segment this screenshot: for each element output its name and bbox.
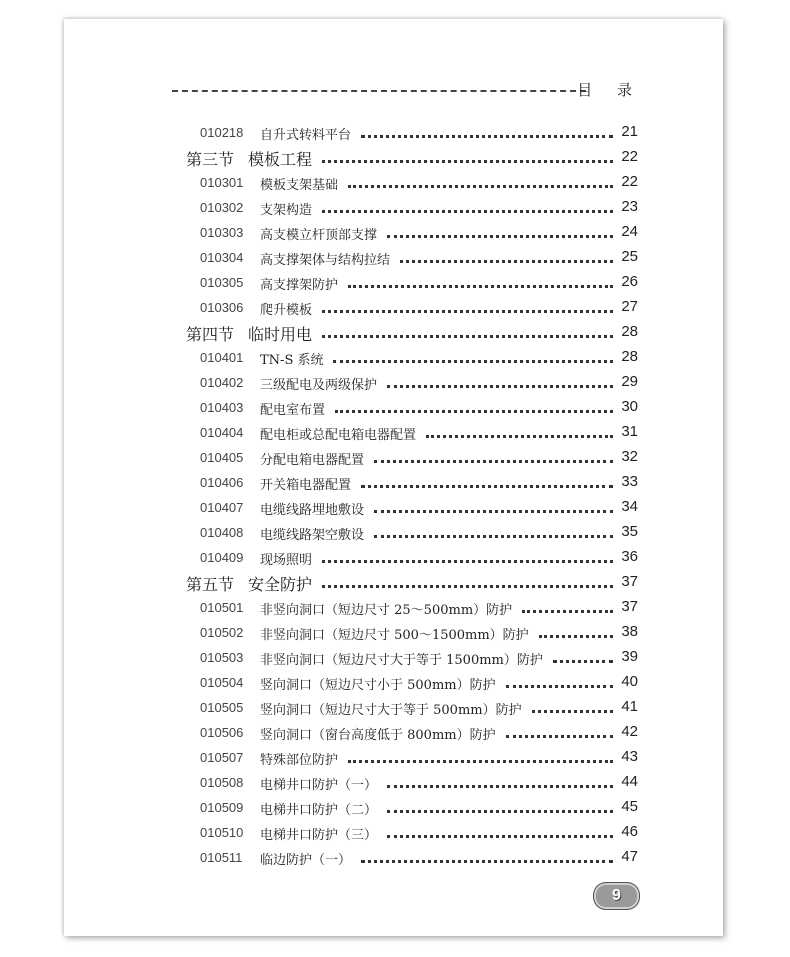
entry-code: 010507 bbox=[200, 750, 244, 765]
page-ref: 39 bbox=[621, 648, 638, 665]
entry-title: 高支模立杆顶部支撑 bbox=[260, 228, 378, 243]
page-ref: 31 bbox=[621, 423, 638, 440]
toc-entry-row bbox=[186, 246, 642, 271]
section-title: 临时用电 bbox=[248, 325, 313, 344]
entry-title: 电梯井口防护（三） bbox=[260, 828, 378, 843]
running-header bbox=[172, 79, 642, 101]
entry-code: 010406 bbox=[200, 475, 244, 490]
toc-entry-row bbox=[186, 371, 642, 396]
page-ref: 30 bbox=[621, 398, 638, 415]
dot-leader bbox=[322, 210, 613, 213]
page-number: 9 bbox=[612, 887, 621, 904]
dot-leader bbox=[348, 185, 613, 188]
toc-entry-row bbox=[186, 796, 642, 821]
toc-entry-row bbox=[186, 771, 642, 796]
toc-entry-row bbox=[186, 746, 642, 771]
entry-code: 010501 bbox=[200, 600, 244, 615]
entry-title: 竖向洞口（短边尺寸大于等于 500mm）防护 bbox=[260, 703, 522, 718]
entry-code: 010408 bbox=[200, 525, 244, 540]
page-ref: 45 bbox=[621, 798, 638, 815]
toc-entry-row bbox=[186, 846, 642, 871]
dot-leader bbox=[539, 635, 613, 638]
page-ref: 40 bbox=[621, 673, 638, 690]
page-ref: 37 bbox=[621, 573, 638, 590]
page-ref: 47 bbox=[621, 848, 638, 865]
dot-leader bbox=[400, 260, 613, 263]
toc-entry-row bbox=[186, 196, 642, 221]
page-ref: 24 bbox=[621, 223, 638, 240]
page-ref: 41 bbox=[621, 698, 638, 715]
page-ref: 33 bbox=[621, 473, 638, 490]
header-title: 目 录 bbox=[577, 81, 642, 99]
entry-code: 010402 bbox=[200, 375, 244, 390]
header-dashed-rule bbox=[172, 90, 586, 92]
entry-code: 010218 bbox=[200, 125, 244, 140]
section-number: 第三节 bbox=[186, 150, 235, 169]
page-ref: 25 bbox=[621, 248, 638, 265]
section-heading bbox=[186, 322, 312, 345]
entry-code: 010511 bbox=[200, 850, 243, 865]
page-ref: 44 bbox=[621, 773, 638, 790]
toc-section-row bbox=[186, 321, 642, 346]
page-ref: 21 bbox=[621, 123, 638, 140]
entry-code: 010504 bbox=[200, 675, 244, 690]
toc-entry-row bbox=[186, 121, 642, 146]
toc-entry-row bbox=[186, 421, 642, 446]
entry-title: 非竖向洞口（短边尺寸 500～1500mm）防护 bbox=[260, 628, 529, 643]
entry-title: 电梯井口防护（二） bbox=[260, 803, 378, 818]
toc-entry-row bbox=[186, 671, 642, 696]
dot-leader bbox=[522, 610, 613, 613]
dot-leader bbox=[361, 485, 613, 488]
dot-leader bbox=[361, 135, 613, 138]
entry-title: 非竖向洞口（短边尺寸 25～500mm）防护 bbox=[260, 603, 513, 618]
page-ref: 36 bbox=[621, 548, 638, 565]
entry-title: 开关箱电器配置 bbox=[260, 478, 352, 493]
page-ref: 34 bbox=[621, 498, 638, 515]
dot-leader bbox=[322, 310, 613, 313]
dot-leader bbox=[387, 785, 613, 788]
toc-entry-row bbox=[186, 221, 642, 246]
entry-title: 现场照明 bbox=[260, 553, 313, 568]
toc-entry-row bbox=[186, 546, 642, 571]
dot-leader bbox=[532, 710, 613, 713]
page-ref: 43 bbox=[621, 748, 638, 765]
dot-leader bbox=[348, 285, 613, 288]
toc-entry-row bbox=[186, 446, 642, 471]
dot-leader bbox=[333, 360, 613, 363]
entry-title: 自升式转料平台 bbox=[260, 128, 352, 143]
page-ref: 28 bbox=[621, 348, 638, 365]
toc-entry-row bbox=[186, 471, 642, 496]
dot-leader bbox=[374, 535, 613, 538]
entry-title: 配电柜或总配电箱电器配置 bbox=[260, 428, 417, 443]
entry-code: 010409 bbox=[200, 550, 244, 565]
toc-entry-row bbox=[186, 721, 642, 746]
entry-code: 010302 bbox=[200, 200, 244, 215]
entry-code: 010405 bbox=[200, 450, 244, 465]
page-ref: 46 bbox=[621, 823, 638, 840]
section-title: 模板工程 bbox=[248, 150, 313, 169]
entry-code: 010305 bbox=[200, 275, 244, 290]
toc-entry-row bbox=[186, 821, 642, 846]
dot-leader bbox=[322, 160, 613, 163]
dot-leader bbox=[387, 835, 613, 838]
entry-code: 010505 bbox=[200, 700, 244, 715]
entry-title: 电缆线路架空敷设 bbox=[260, 528, 365, 543]
section-title: 安全防护 bbox=[248, 575, 313, 594]
entry-code: 010510 bbox=[200, 825, 244, 840]
dot-leader bbox=[374, 510, 613, 513]
entry-title: 竖向洞口（窗台高度低于 800mm）防护 bbox=[260, 728, 496, 743]
entry-code: 010303 bbox=[200, 225, 244, 240]
toc-entry-row bbox=[186, 296, 642, 321]
entry-code: 010304 bbox=[200, 250, 244, 265]
page-ref: 32 bbox=[621, 448, 638, 465]
book-page bbox=[64, 19, 723, 936]
toc-entry-row bbox=[186, 521, 642, 546]
page-ref: 22 bbox=[621, 173, 638, 190]
entry-code: 010506 bbox=[200, 725, 244, 740]
dot-leader bbox=[322, 560, 613, 563]
entry-code: 010502 bbox=[200, 625, 244, 640]
entry-code: 010509 bbox=[200, 800, 244, 815]
entry-code: 010407 bbox=[200, 500, 244, 515]
entry-title: 高支撑架体与结构拉结 bbox=[260, 253, 391, 268]
dot-leader bbox=[387, 235, 613, 238]
entry-code: 010404 bbox=[200, 425, 244, 440]
entry-title: 电缆线路埋地敷设 bbox=[260, 503, 365, 518]
toc-entry-row bbox=[186, 596, 642, 621]
page-ref: 23 bbox=[621, 198, 638, 215]
dot-leader bbox=[387, 810, 613, 813]
toc-entry-row bbox=[186, 346, 642, 371]
dot-leader bbox=[553, 660, 613, 663]
section-number: 第五节 bbox=[186, 575, 235, 594]
dot-leader bbox=[322, 335, 613, 338]
section-heading bbox=[186, 147, 312, 170]
page-ref: 28 bbox=[621, 323, 638, 340]
toc-entry-row bbox=[186, 171, 642, 196]
entry-code: 010301 bbox=[200, 175, 244, 190]
dot-leader bbox=[506, 685, 613, 688]
toc-section-row bbox=[186, 146, 642, 171]
entry-title: 高支撑架防护 bbox=[260, 278, 339, 293]
dot-leader bbox=[361, 860, 613, 863]
entry-title: TN-S 系统 bbox=[260, 353, 324, 368]
entry-code: 010401 bbox=[200, 350, 244, 365]
page-ref: 37 bbox=[621, 598, 638, 615]
page-ref: 29 bbox=[621, 373, 638, 390]
toc-section-row bbox=[186, 571, 642, 596]
page-ref: 38 bbox=[621, 623, 638, 640]
entry-code: 010403 bbox=[200, 400, 244, 415]
entry-title: 电梯井口防护（一） bbox=[260, 778, 378, 793]
entry-title: 非竖向洞口（短边尺寸大于等于 1500mm）防护 bbox=[260, 653, 543, 668]
dot-leader bbox=[426, 435, 613, 438]
entry-title: 特殊部位防护 bbox=[260, 753, 339, 768]
dot-leader bbox=[506, 735, 613, 738]
entry-title: 爬升模板 bbox=[260, 303, 313, 318]
entry-code: 010306 bbox=[200, 300, 244, 315]
page-number-badge bbox=[593, 882, 640, 910]
entry-title: 三级配电及两级保护 bbox=[260, 378, 378, 393]
table-of-contents bbox=[186, 121, 642, 871]
toc-entry-row bbox=[186, 696, 642, 721]
entry-title: 配电室布置 bbox=[260, 403, 326, 418]
entry-title: 竖向洞口（短边尺寸小于 500mm）防护 bbox=[260, 678, 496, 693]
dot-leader bbox=[374, 460, 613, 463]
page-ref: 22 bbox=[621, 148, 638, 165]
entry-title: 分配电箱电器配置 bbox=[260, 453, 365, 468]
dot-leader bbox=[348, 760, 613, 763]
toc-entry-row bbox=[186, 496, 642, 521]
entry-title: 支架构造 bbox=[260, 203, 313, 218]
entry-title: 临边防护（一） bbox=[260, 853, 352, 868]
dot-leader bbox=[322, 585, 613, 588]
page-ref: 35 bbox=[621, 523, 638, 540]
toc-entry-row bbox=[186, 646, 642, 671]
page-ref: 26 bbox=[621, 273, 638, 290]
entry-code: 010503 bbox=[200, 650, 244, 665]
dot-leader bbox=[335, 410, 613, 413]
page-ref: 27 bbox=[621, 298, 638, 315]
section-heading bbox=[186, 572, 312, 595]
toc-entry-row bbox=[186, 271, 642, 296]
entry-code: 010508 bbox=[200, 775, 244, 790]
entry-title: 模板支架基础 bbox=[260, 178, 339, 193]
page-ref: 42 bbox=[621, 723, 638, 740]
toc-entry-row bbox=[186, 621, 642, 646]
section-number: 第四节 bbox=[186, 325, 235, 344]
toc-entry-row bbox=[186, 396, 642, 421]
dot-leader bbox=[387, 385, 613, 388]
